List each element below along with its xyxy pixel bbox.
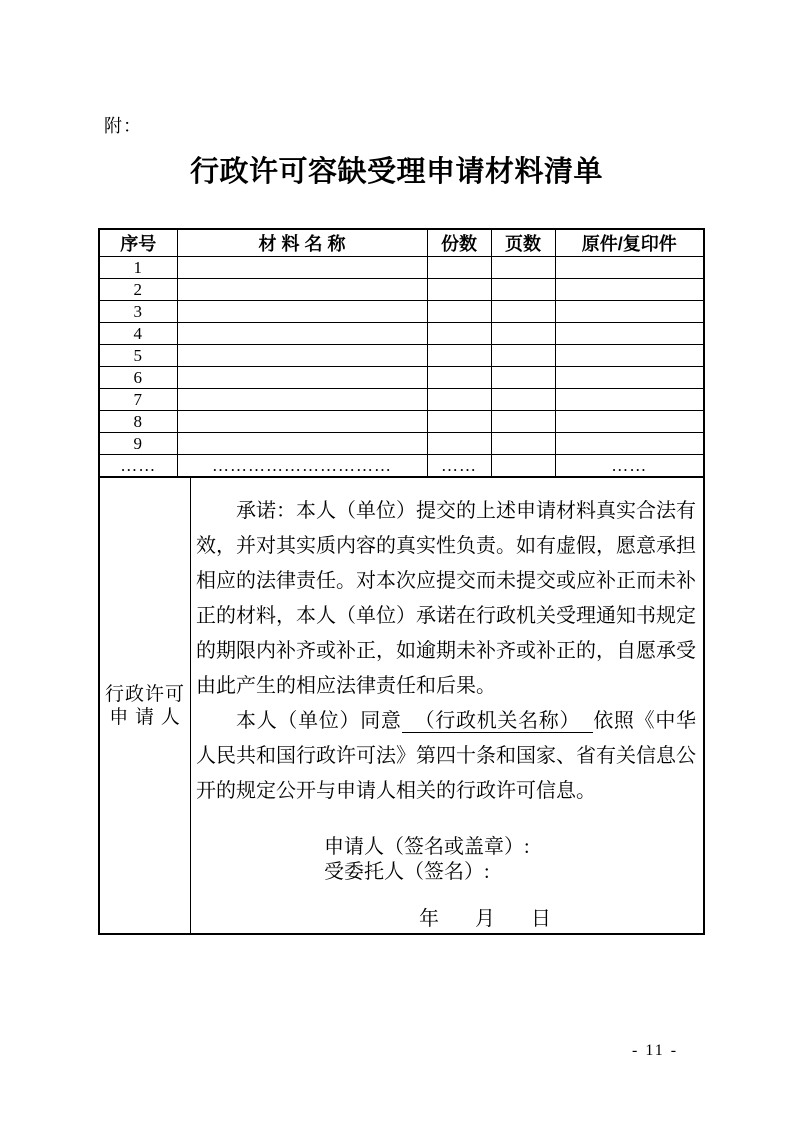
cell-original-or-copy: …… — [555, 455, 703, 477]
date-line — [419, 902, 696, 931]
cell-copies — [427, 301, 491, 323]
agency-name-blank: （行政机关名称） — [402, 710, 594, 733]
table-row — [100, 301, 703, 323]
cell-pages — [491, 279, 555, 301]
cell-copies — [427, 323, 491, 345]
signature-block — [324, 835, 696, 885]
col-header-material-name: 材 料 名 称 — [177, 230, 427, 257]
materials-table — [100, 230, 703, 477]
cell-copies — [427, 345, 491, 367]
applicant-section — [100, 477, 703, 933]
cell-index: 5 — [100, 345, 177, 367]
cell-index: …… — [100, 455, 177, 477]
cell-copies — [427, 433, 491, 455]
cell-pages — [491, 345, 555, 367]
cell-copies — [427, 411, 491, 433]
cell-index: 1 — [100, 257, 177, 279]
cell-original-or-copy — [555, 323, 703, 345]
table-row — [100, 455, 703, 477]
table-row — [100, 367, 703, 389]
cell-pages — [491, 433, 555, 455]
cell-material-name — [177, 323, 427, 345]
cell-material-name — [177, 433, 427, 455]
attachment-label: 附： — [104, 116, 142, 136]
cell-index: 6 — [100, 367, 177, 389]
date-year-label: 年 — [419, 908, 439, 930]
table-row — [100, 345, 703, 367]
table-row — [100, 433, 703, 455]
consent-paragraph — [196, 704, 696, 809]
table-row — [100, 411, 703, 433]
cell-pages — [491, 411, 555, 433]
delegate-signature-label: 受委托人（签名）: — [324, 861, 490, 883]
applicant-label-cell — [100, 478, 191, 933]
cell-copies — [427, 279, 491, 301]
cell-original-or-copy — [555, 345, 703, 367]
cell-material-name — [177, 411, 427, 433]
cell-original-or-copy — [555, 433, 703, 455]
col-header-index: 序号 — [100, 230, 177, 257]
cell-material-name — [177, 257, 427, 279]
table-row — [100, 257, 703, 279]
cell-original-or-copy — [555, 411, 703, 433]
commitment-paragraph: 承诺：本人（单位）提交的上述申请材料真实合法有效，并对其实质内容的真实性负责。如有虚假，愿意承担相应的法律责任。对本次应提交而未提交或应补正而未补正的材料，本人（单位）承诺在行政机关受理通知书规定的期限内补齐或补正，如逾期未补齐或补正的，自愿承受由此产生的相应法律责任和后果。 — [196, 500, 696, 697]
cell-material-name — [177, 301, 427, 323]
page-title: 行政许可容缺受理申请材料清单 — [189, 156, 603, 188]
consent-prefix: 本人（单位）同意 — [236, 710, 402, 732]
cell-material-name — [177, 279, 427, 301]
cell-pages — [491, 257, 555, 279]
applicant-label-line2: 申 请 人 — [109, 706, 181, 728]
cell-index: 4 — [100, 323, 177, 345]
cell-pages — [491, 323, 555, 345]
cell-copies — [427, 389, 491, 411]
cell-copies: …… — [427, 455, 491, 477]
cell-index: 3 — [100, 301, 177, 323]
cell-index: 8 — [100, 411, 177, 433]
table-row — [100, 279, 703, 301]
cell-pages — [491, 455, 555, 477]
cell-pages — [491, 367, 555, 389]
table-header-row — [100, 230, 703, 257]
cell-original-or-copy — [555, 301, 703, 323]
applicant-signature-label: 申请人（签名或盖章）: — [324, 836, 530, 858]
applicant-label-line1: 行政许可 — [104, 683, 185, 705]
cell-original-or-copy — [555, 257, 703, 279]
cell-index: 9 — [100, 433, 177, 455]
cell-material-name — [177, 367, 427, 389]
table-row — [100, 389, 703, 411]
consent-suffix: 依照《中华人民共和国行政许可法》第四十条和国家、省有关信息公开的规定公开与申请人相关的行政许可信息。 — [196, 710, 697, 802]
page-number: - 11 - — [632, 1042, 679, 1059]
cell-copies — [427, 257, 491, 279]
commitment-cell — [191, 478, 703, 933]
cell-index: 7 — [100, 389, 177, 411]
col-header-original-or-copy: 原件/复印件 — [555, 230, 703, 257]
table-row — [100, 323, 703, 345]
cell-original-or-copy — [555, 279, 703, 301]
cell-index: 2 — [100, 279, 177, 301]
col-header-copies: 份数 — [427, 230, 491, 257]
col-header-pages: 页数 — [491, 230, 555, 257]
cell-pages — [491, 301, 555, 323]
cell-copies — [427, 367, 491, 389]
materials-form — [98, 228, 705, 935]
cell-pages — [491, 389, 555, 411]
cell-material-name: ………………………… — [177, 455, 427, 477]
cell-material-name — [177, 389, 427, 411]
cell-original-or-copy — [555, 367, 703, 389]
cell-original-or-copy — [555, 389, 703, 411]
date-month-label: 月 — [475, 908, 495, 930]
cell-material-name — [177, 345, 427, 367]
date-day-label: 日 — [531, 908, 551, 930]
table-body — [100, 257, 703, 477]
